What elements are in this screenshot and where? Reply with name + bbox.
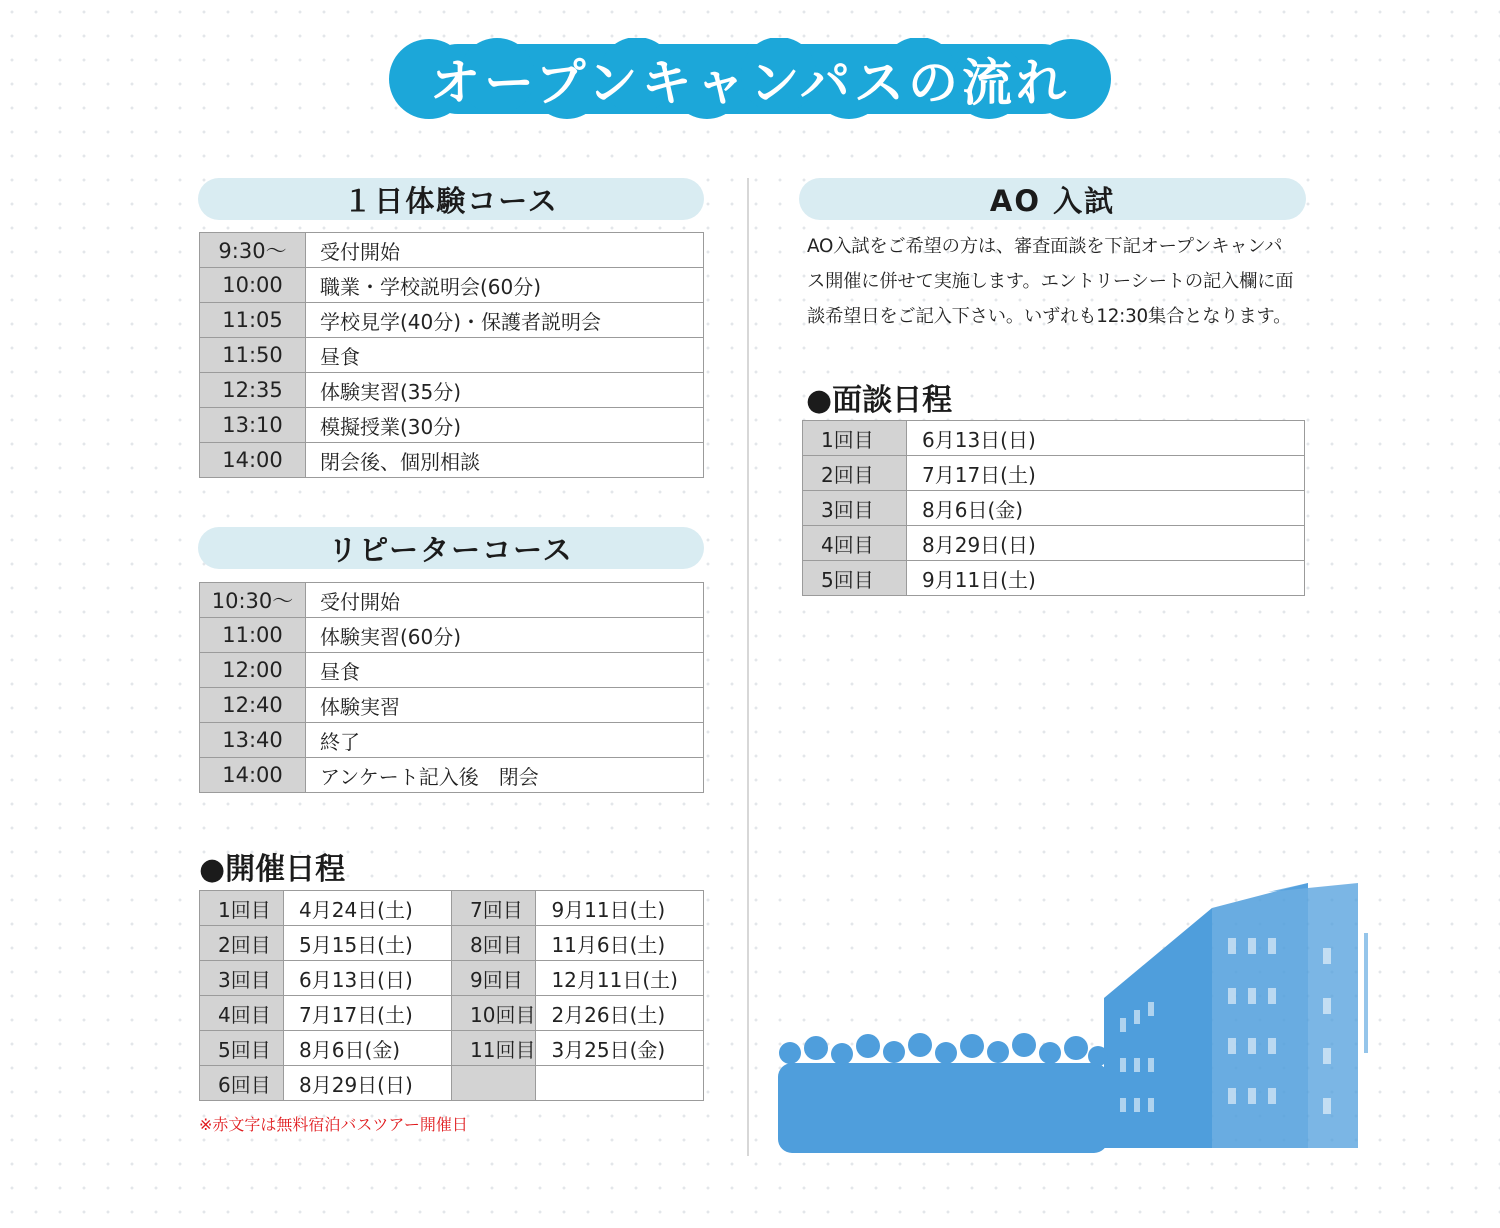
time-cell: 14:00: [200, 443, 306, 478]
table-row: [200, 758, 704, 793]
course2-title: リピーターコース: [328, 532, 574, 567]
table-row: [200, 303, 704, 338]
interview-table: [802, 420, 1305, 596]
session-date-cell: 8月29日(日): [284, 1066, 452, 1101]
ao-title: AO 入試: [989, 183, 1116, 218]
table-row: [200, 408, 704, 443]
schedule-heading: ●開催日程: [199, 852, 346, 887]
course1-title: １日体験コース: [343, 183, 559, 218]
interview-number-cell: 1回目: [803, 421, 907, 456]
time-cell: 12:40: [200, 688, 306, 723]
event-cell: 体験実習(60分): [306, 618, 704, 653]
table-row: [200, 373, 704, 408]
table-row: [200, 233, 704, 268]
table-row: [200, 1066, 704, 1101]
time-cell: 12:00: [200, 653, 306, 688]
time-cell: 14:00: [200, 758, 306, 793]
session-number-cell: 1回目: [200, 891, 284, 926]
table-row: [803, 491, 1305, 526]
session-number-cell: 8回目: [452, 926, 536, 961]
event-cell: 模擬授業(30分): [306, 408, 704, 443]
session-date-cell: [536, 1066, 704, 1101]
session-number-cell: 2回目: [200, 926, 284, 961]
session-date-cell: 4月24日(土): [284, 891, 452, 926]
ao-description: [807, 229, 1307, 334]
ao-description-line: 談希望日をご記入下さい。いずれも12:30集合となります。: [807, 306, 1292, 327]
table-row: [200, 1031, 704, 1066]
interview-date-cell: 9月11日(土): [907, 561, 1305, 596]
table-row: [803, 526, 1305, 561]
session-number-cell: 3回目: [200, 961, 284, 996]
time-cell: 11:05: [200, 303, 306, 338]
event-cell: 昼食: [306, 653, 704, 688]
table-row: [200, 653, 704, 688]
session-date-cell: 3月25日(金): [536, 1031, 704, 1066]
session-date-cell: 7月17日(土): [284, 996, 452, 1031]
table-row: [200, 996, 704, 1031]
column-divider: [747, 178, 749, 1156]
time-cell: 13:40: [200, 723, 306, 758]
interview-date-cell: 8月6日(金): [907, 491, 1305, 526]
session-date-cell: 5月15日(土): [284, 926, 452, 961]
interview-date-cell: 6月13日(日): [907, 421, 1305, 456]
course1-header: [198, 178, 704, 220]
session-number-cell: [452, 1066, 536, 1101]
table-row: [200, 891, 704, 926]
table-row: [200, 926, 704, 961]
interview-number-cell: 4回目: [803, 526, 907, 561]
session-number-cell: 5回目: [200, 1031, 284, 1066]
time-cell: 10:30〜: [200, 583, 306, 618]
event-cell: 体験実習(35分): [306, 373, 704, 408]
time-cell: 9:30〜: [200, 233, 306, 268]
table-row: [803, 456, 1305, 491]
session-number-cell: 7回目: [452, 891, 536, 926]
session-date-cell: 9月11日(土): [536, 891, 704, 926]
interview-number-cell: 5回目: [803, 561, 907, 596]
time-cell: 10:00: [200, 268, 306, 303]
table-row: [200, 618, 704, 653]
session-number-cell: 6回目: [200, 1066, 284, 1101]
event-cell: 職業・学校説明会(60分): [306, 268, 704, 303]
event-cell: 体験実習: [306, 688, 704, 723]
table-row: [200, 723, 704, 758]
table-row: [803, 421, 1305, 456]
interview-number-cell: 2回目: [803, 456, 907, 491]
interview-date-cell: 8月29日(日): [907, 526, 1305, 561]
table-row: [200, 961, 704, 996]
building-crowd-illustration: [768, 878, 1380, 1153]
page-title-text: オープンキャンパスの流れ: [430, 54, 1070, 112]
session-date-cell: 11月6日(土): [536, 926, 704, 961]
time-cell: 12:35: [200, 373, 306, 408]
schedule-table: [199, 890, 704, 1101]
event-cell: 終了: [306, 723, 704, 758]
time-cell: 11:50: [200, 338, 306, 373]
event-cell: 閉会後、個別相談: [306, 443, 704, 478]
interview-date-cell: 7月17日(土): [907, 456, 1305, 491]
table-row: [200, 443, 704, 478]
table-row: [803, 561, 1305, 596]
session-date-cell: 8月6日(金): [284, 1031, 452, 1066]
ao-description-line: ス開催に併せて実施します。エントリーシートの記入欄に面: [807, 271, 1294, 292]
session-date-cell: 12月11日(土): [536, 961, 704, 996]
schedule-note: ※赤文字は無料宿泊バスツアー開催日: [199, 1115, 468, 1134]
event-cell: 学校見学(40分)・保護者説明会: [306, 303, 704, 338]
time-cell: 11:00: [200, 618, 306, 653]
event-cell: 昼食: [306, 338, 704, 373]
table-row: [200, 338, 704, 373]
session-date-cell: 2月26日(土): [536, 996, 704, 1031]
event-cell: 受付開始: [306, 233, 704, 268]
interview-number-cell: 3回目: [803, 491, 907, 526]
table-row: [200, 583, 704, 618]
ao-header: [799, 178, 1306, 220]
course2-header: [198, 527, 704, 569]
course2-table: [199, 582, 704, 793]
session-number-cell: 4回目: [200, 996, 284, 1031]
time-cell: 13:10: [200, 408, 306, 443]
session-date-cell: 6月13日(日): [284, 961, 452, 996]
session-number-cell: 11回目: [452, 1031, 536, 1066]
course1-table: [199, 232, 704, 478]
event-cell: 受付開始: [306, 583, 704, 618]
page-title: [387, 38, 1113, 120]
table-row: [200, 268, 704, 303]
session-number-cell: 9回目: [452, 961, 536, 996]
event-cell: アンケート記入後 閉会: [306, 758, 704, 793]
table-row: [200, 688, 704, 723]
session-number-cell: 10回目: [452, 996, 536, 1031]
interview-heading: ●面談日程: [806, 383, 953, 418]
ao-description-line: AO入試をご希望の方は、審査面談を下記オープンキャンパ: [807, 236, 1283, 257]
